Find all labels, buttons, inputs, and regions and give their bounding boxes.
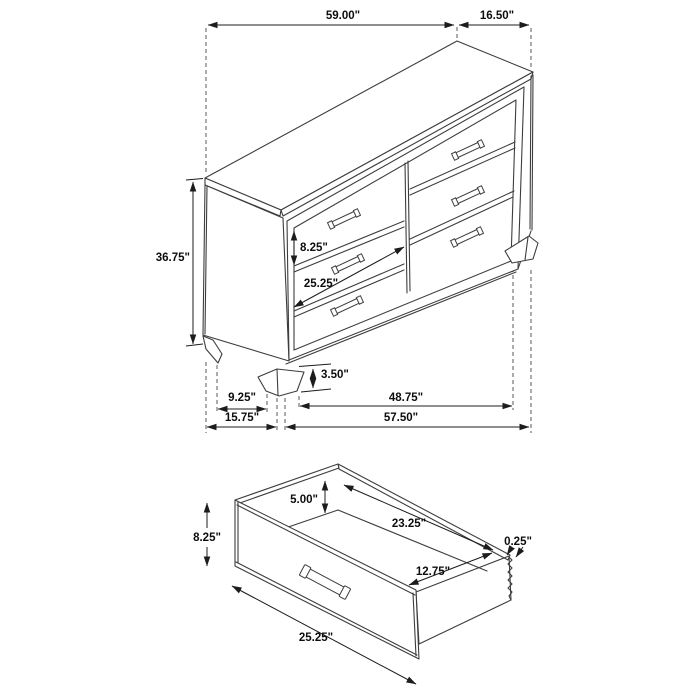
dim-label-base-depth: 15.75" xyxy=(224,412,260,424)
drawer-view xyxy=(193,464,532,684)
dim-label-top-depth: 16.50" xyxy=(479,10,515,22)
dim-label-base-span: 57.50" xyxy=(383,412,419,424)
dresser-view xyxy=(156,10,538,433)
dim-label-panel-thickness: 0.25" xyxy=(504,536,532,548)
dimension-arrow-thickness-left xyxy=(507,547,512,555)
dresser-illustration xyxy=(203,41,538,396)
dim-label-foot-inset: 9.25" xyxy=(228,392,256,404)
dim-label-drawer-width: 25.25" xyxy=(303,278,339,290)
dimension-arrow-thickness-right xyxy=(516,547,523,557)
dim-label-interior-depth: 5.00" xyxy=(290,494,318,506)
dim-label-front-height: 8.25" xyxy=(193,532,221,544)
dim-label-front-width: 25.25" xyxy=(298,632,334,644)
dim-label-base-inner-span: 48.75" xyxy=(388,392,424,404)
dim-label-top-width: 59.00" xyxy=(325,10,361,22)
dim-label-foot-height: 3.50" xyxy=(321,369,349,381)
dim-label-interior-width: 12.75" xyxy=(415,566,451,578)
dim-label-drawer-height: 8.25" xyxy=(300,242,328,254)
dim-label-interior-length: 23.25" xyxy=(391,518,427,530)
dim-label-height: 36.75" xyxy=(155,252,190,264)
